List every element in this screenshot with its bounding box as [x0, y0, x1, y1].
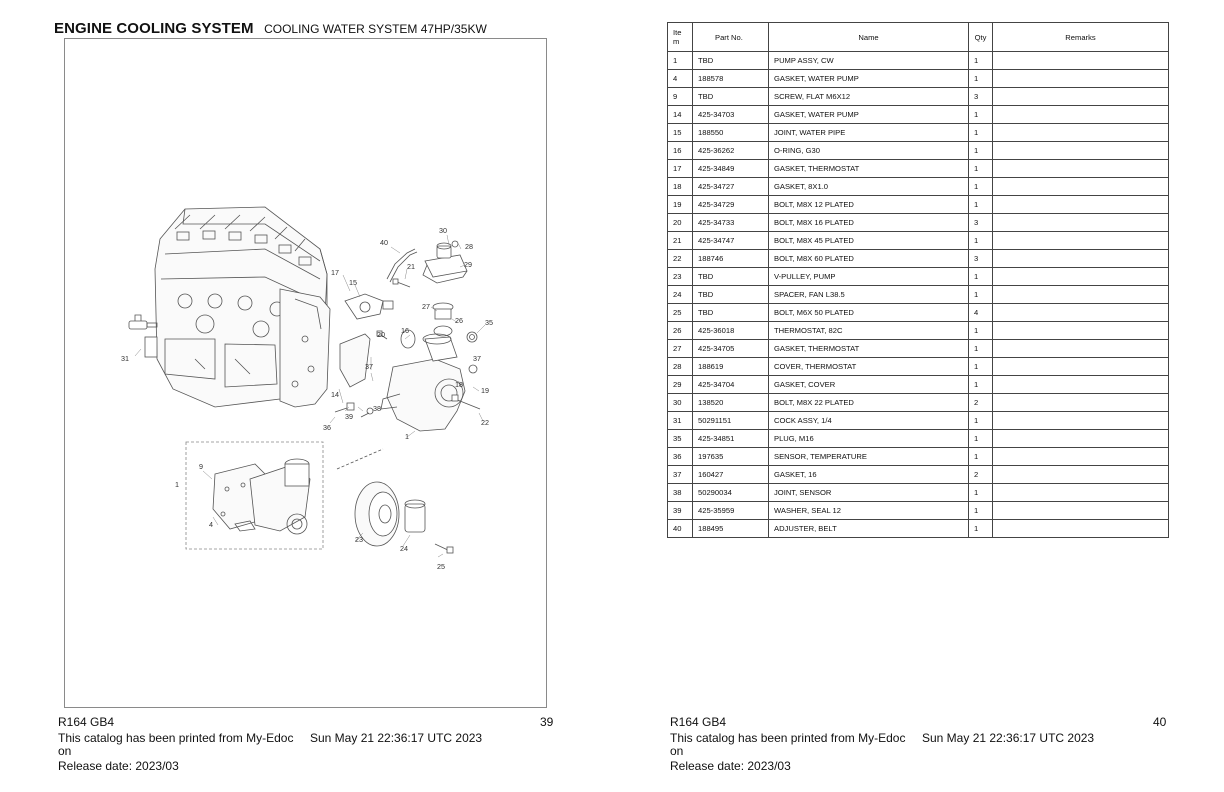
cell-qty: 1: [969, 160, 993, 178]
callout-label: 28: [465, 242, 473, 251]
engine-cooling-illustration: [65, 39, 548, 709]
cell-qty: 1: [969, 70, 993, 88]
cell-part-no: TBD: [693, 286, 769, 304]
cell-part-no: 425-34703: [693, 106, 769, 124]
table-row: [668, 196, 1169, 214]
table-row: [668, 268, 1169, 286]
section-title: ENGINE COOLING SYSTEM: [54, 20, 254, 37]
table-row: [668, 448, 1169, 466]
section-subtitle: COOLING WATER SYSTEM 47HP/35KW: [264, 22, 487, 36]
cell-name: GASKET, WATER PUMP: [769, 106, 969, 124]
table-row: [668, 52, 1169, 70]
callout-label: 15: [349, 278, 357, 287]
cell-item: 23: [668, 268, 693, 286]
cell-qty: 3: [969, 88, 993, 106]
cell-qty: 1: [969, 376, 993, 394]
drain-cock-drawing: [129, 315, 157, 357]
cell-item: 26: [668, 322, 693, 340]
page-title: [54, 20, 487, 38]
cell-part-no: 188578: [693, 70, 769, 88]
footer-page-number: 40: [1153, 715, 1167, 729]
callout-label: 18: [455, 380, 463, 389]
cell-remarks: [993, 196, 1169, 214]
table-row: [668, 412, 1169, 430]
table-row: [668, 106, 1169, 124]
cell-remarks: [993, 52, 1169, 70]
cell-name: SCREW, FLAT M6X12: [769, 88, 969, 106]
cell-name: PUMP ASSY, CW: [769, 52, 969, 70]
cell-remarks: [993, 340, 1169, 358]
cell-item: 36: [668, 448, 693, 466]
cell-part-no: 425-34851: [693, 430, 769, 448]
cell-part-no: 425-36018: [693, 322, 769, 340]
cell-item: 24: [668, 286, 693, 304]
cell-name: THERMOSTAT, 82C: [769, 322, 969, 340]
cell-remarks: [993, 142, 1169, 160]
cell-remarks: [993, 160, 1169, 178]
cell-name: BOLT, M8X 16 PLATED: [769, 214, 969, 232]
cell-remarks: [993, 394, 1169, 412]
cell-remarks: [993, 376, 1169, 394]
cell-item: 15: [668, 124, 693, 142]
cell-remarks: [993, 322, 1169, 340]
cell-item: 1: [668, 52, 693, 70]
callout-label: 40: [380, 238, 388, 247]
callout-label: 36: [323, 423, 331, 432]
cell-qty: 1: [969, 502, 993, 520]
table-row: [668, 304, 1169, 322]
cell-part-no: TBD: [693, 304, 769, 322]
callout-label: 38: [373, 404, 381, 413]
cell-part-no: 50290034: [693, 484, 769, 502]
table-row: [668, 520, 1169, 538]
cell-item: 21: [668, 232, 693, 250]
cell-item: 20: [668, 214, 693, 232]
cell-name: GASKET, THERMOSTAT: [769, 340, 969, 358]
cell-remarks: [993, 70, 1169, 88]
cell-name: V-PULLEY, PUMP: [769, 268, 969, 286]
cell-name: BOLT, M8X 12 PLATED: [769, 196, 969, 214]
table-row: [668, 286, 1169, 304]
table-row: [668, 322, 1169, 340]
cell-item: 18: [668, 178, 693, 196]
footer-model: R164 GB4: [670, 715, 727, 729]
cell-item: 28: [668, 358, 693, 376]
cell-qty: 1: [969, 430, 993, 448]
exploded-diagram: [64, 38, 547, 708]
cell-part-no: 138520: [693, 394, 769, 412]
cell-part-no: 425-34849: [693, 160, 769, 178]
cell-qty: 1: [969, 124, 993, 142]
callout-label: 30: [439, 226, 447, 235]
cell-remarks: [993, 484, 1169, 502]
cell-part-no: 160427: [693, 466, 769, 484]
cell-remarks: [993, 214, 1169, 232]
column-header-name: Name: [769, 23, 969, 52]
table-row: [668, 484, 1169, 502]
column-header-item: Ite m: [668, 23, 693, 52]
callout-label: 37: [473, 354, 481, 363]
cell-item: 29: [668, 376, 693, 394]
cell-item: 39: [668, 502, 693, 520]
cell-item: 35: [668, 430, 693, 448]
cell-qty: 3: [969, 214, 993, 232]
column-header-qty: Qty: [969, 23, 993, 52]
cell-part-no: 188495: [693, 520, 769, 538]
table-row: [668, 340, 1169, 358]
cell-item: 4: [668, 70, 693, 88]
cell-name: COCK ASSY, 1/4: [769, 412, 969, 430]
cell-name: GASKET, 16: [769, 466, 969, 484]
parts-table: [667, 22, 1169, 538]
callout-label: 35: [485, 318, 493, 327]
cell-name: BOLT, M8X 22 PLATED: [769, 394, 969, 412]
cell-name: JOINT, WATER PIPE: [769, 124, 969, 142]
cell-remarks: [993, 232, 1169, 250]
cell-qty: 1: [969, 520, 993, 538]
table-row: [668, 358, 1169, 376]
callout-label: 23: [355, 535, 363, 544]
table-row: [668, 88, 1169, 106]
callout-label: 1: [175, 480, 179, 489]
cell-part-no: 188550: [693, 124, 769, 142]
cell-name: COVER, THERMOSTAT: [769, 358, 969, 376]
cell-remarks: [993, 124, 1169, 142]
cell-name: JOINT, SENSOR: [769, 484, 969, 502]
table-row: [668, 250, 1169, 268]
table-row: [668, 124, 1169, 142]
cell-part-no: 425-34705: [693, 340, 769, 358]
cell-qty: 1: [969, 412, 993, 430]
cell-part-no: 425-34733: [693, 214, 769, 232]
cell-qty: 1: [969, 232, 993, 250]
callout-label: 17: [331, 268, 339, 277]
footer-model: R164 GB4: [58, 715, 115, 729]
cell-part-no: 425-34747: [693, 232, 769, 250]
callout-label: 16: [401, 326, 409, 335]
cell-name: GASKET, THERMOSTAT: [769, 160, 969, 178]
callout-label: 26: [455, 316, 463, 325]
water-pump-housing-drawing: [381, 334, 465, 431]
cell-qty: 1: [969, 322, 993, 340]
cell-remarks: [993, 268, 1169, 286]
cell-qty: 1: [969, 484, 993, 502]
callout-label: 19: [481, 386, 489, 395]
cell-remarks: [993, 178, 1169, 196]
cell-name: GASKET, COVER: [769, 376, 969, 394]
footer-release-date: Release date: 2023/03: [670, 759, 791, 773]
cell-part-no: 425-34729: [693, 196, 769, 214]
cell-qty: 4: [969, 304, 993, 322]
cell-qty: 2: [969, 394, 993, 412]
cell-remarks: [993, 412, 1169, 430]
cell-item: 22: [668, 250, 693, 268]
cell-name: BOLT, M8X 60 PLATED: [769, 250, 969, 268]
footer-print-date: Sun May 21 22:36:17 UTC 2023: [922, 731, 1095, 745]
cell-name: O-RING, G30: [769, 142, 969, 160]
parts-table-body: [668, 52, 1169, 538]
cell-part-no: 425-35959: [693, 502, 769, 520]
table-row: [668, 430, 1169, 448]
table-row: [668, 376, 1169, 394]
end-plate-drawing: [280, 289, 330, 407]
callout-label: 22: [481, 418, 489, 427]
cell-name: SENSOR, TEMPERATURE: [769, 448, 969, 466]
table-row: [668, 232, 1169, 250]
cell-item: 27: [668, 340, 693, 358]
cell-item: 9: [668, 88, 693, 106]
table-row: [668, 466, 1169, 484]
table-row: [668, 160, 1169, 178]
callout-label: 29: [464, 260, 472, 269]
cell-item: 31: [668, 412, 693, 430]
cell-remarks: [993, 430, 1169, 448]
cell-item: 38: [668, 484, 693, 502]
cell-qty: 1: [969, 106, 993, 124]
callout-label: 24: [400, 544, 408, 553]
cell-remarks: [993, 88, 1169, 106]
cell-remarks: [993, 520, 1169, 538]
cell-remarks: [993, 502, 1169, 520]
cell-qty: 1: [969, 196, 993, 214]
callout-label: 37: [365, 362, 373, 371]
cell-qty: 1: [969, 358, 993, 376]
cell-part-no: 425-34727: [693, 178, 769, 196]
callout-label: 1: [405, 432, 409, 441]
cell-name: SPACER, FAN L38.5: [769, 286, 969, 304]
cell-name: ADJUSTER, BELT: [769, 520, 969, 538]
callout-label: 39: [345, 412, 353, 421]
cell-remarks: [993, 250, 1169, 268]
cell-qty: 1: [969, 178, 993, 196]
parts-table-header: [668, 23, 1169, 52]
cell-item: 37: [668, 466, 693, 484]
cell-name: GASKET, WATER PUMP: [769, 70, 969, 88]
cell-name: BOLT, M6X 50 PLATED: [769, 304, 969, 322]
footer-release-date: Release date: 2023/03: [58, 759, 179, 773]
callout-label: 25: [437, 562, 445, 571]
callout-label: 14: [331, 390, 339, 399]
callout-label: 4: [209, 520, 213, 529]
cell-name: PLUG, M16: [769, 430, 969, 448]
cell-remarks: [993, 358, 1169, 376]
cell-qty: 1: [969, 142, 993, 160]
footer-print-note: This catalog has been printed from My-Edoc on: [58, 731, 294, 758]
cell-name: WASHER, SEAL 12: [769, 502, 969, 520]
callout-label: 9: [199, 462, 203, 471]
cell-qty: 1: [969, 286, 993, 304]
cell-name: BOLT, M8X 45 PLATED: [769, 232, 969, 250]
table-row: [668, 502, 1169, 520]
cell-remarks: [993, 106, 1169, 124]
cell-item: 17: [668, 160, 693, 178]
right-page: [612, 0, 1224, 792]
callout-label: 20: [377, 330, 385, 339]
cell-part-no: TBD: [693, 88, 769, 106]
column-header-remarks: Remarks: [993, 23, 1169, 52]
callout-label: 21: [407, 262, 415, 271]
footer-page-number: 39: [540, 715, 554, 729]
cell-qty: 1: [969, 340, 993, 358]
cell-part-no: 50291151: [693, 412, 769, 430]
column-header-part-no: Part No.: [693, 23, 769, 52]
cell-item: 40: [668, 520, 693, 538]
water-pipe-joint-drawing: [345, 294, 393, 319]
table-row: [668, 214, 1169, 232]
cell-part-no: 188619: [693, 358, 769, 376]
cell-part-no: TBD: [693, 52, 769, 70]
cell-part-no: 425-36262: [693, 142, 769, 160]
callout-label: 27: [422, 302, 430, 311]
cell-part-no: TBD: [693, 268, 769, 286]
pump-detail-inset: [186, 442, 323, 549]
footer-print-note: This catalog has been printed from My-Edoc on: [670, 731, 906, 758]
cell-qty: 3: [969, 250, 993, 268]
cell-item: 25: [668, 304, 693, 322]
cell-remarks: [993, 448, 1169, 466]
cell-item: 19: [668, 196, 693, 214]
cell-part-no: 197635: [693, 448, 769, 466]
cell-item: 16: [668, 142, 693, 160]
table-row: [668, 178, 1169, 196]
cell-qty: 1: [969, 52, 993, 70]
bracket-drawing: [340, 334, 370, 387]
cell-qty: 1: [969, 448, 993, 466]
footer-print-date: Sun May 21 22:36:17 UTC 2023: [310, 731, 483, 745]
table-row: [668, 70, 1169, 88]
cell-qty: 1: [969, 268, 993, 286]
cell-remarks: [993, 286, 1169, 304]
cell-item: 30: [668, 394, 693, 412]
cell-part-no: 188746: [693, 250, 769, 268]
table-row: [668, 394, 1169, 412]
cell-remarks: [993, 466, 1169, 484]
cell-part-no: 425-34704: [693, 376, 769, 394]
cell-name: GASKET, 8X1.0: [769, 178, 969, 196]
callout-label: 31: [121, 354, 129, 363]
cell-qty: 2: [969, 466, 993, 484]
cell-remarks: [993, 304, 1169, 322]
table-row: [668, 142, 1169, 160]
cell-item: 14: [668, 106, 693, 124]
